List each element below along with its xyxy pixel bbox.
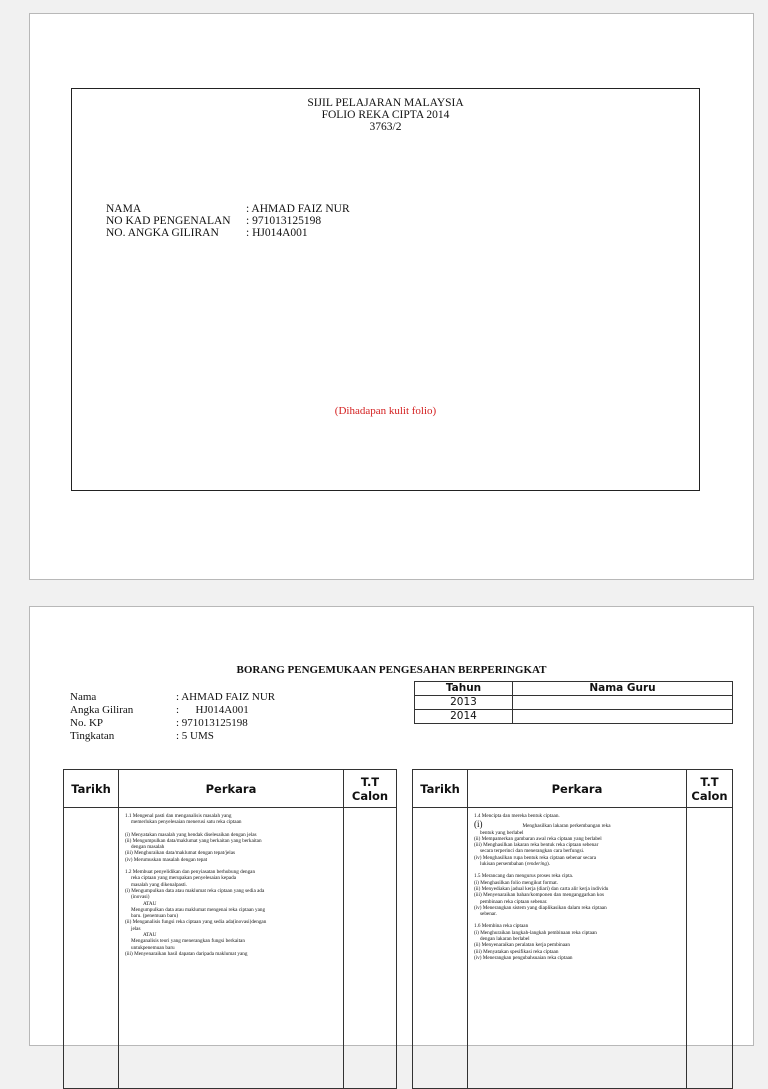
form-title: BORANG PENGEMUKAAN PENGESAHAN BERPERINGKAT — [236, 664, 547, 676]
list-item: memerlukan penyelesaian menerusi satu reka ciptaan — [131, 819, 242, 826]
student-row — [70, 691, 275, 704]
info-label: NO KAD PENGENALAN — [106, 215, 231, 227]
signature-cell[interactable] — [344, 808, 397, 1089]
list-item: (i) Menghasilkan folio mengikut format. — [474, 879, 558, 886]
form-student-info — [70, 691, 275, 743]
teacher-table-header — [415, 682, 733, 696]
table-row — [415, 710, 733, 724]
item-list — [119, 808, 343, 957]
list-item: ATAU — [143, 900, 157, 907]
list-item: untukpenemuan baru — [131, 944, 175, 951]
table-row — [64, 808, 397, 1089]
date-cell[interactable] — [64, 808, 119, 1089]
list-item: (ii) Menyediakan jadual kerja (diari) dan carta alir kerja individu — [474, 885, 609, 892]
info-label: NAMA — [106, 203, 142, 215]
header-signature-line: Calon — [351, 788, 389, 803]
list-item: (ii) Mempamerkan gambaran awal reka ciptaan yang berlabel — [474, 835, 602, 842]
list-item: (iii) Menyatakan spesifikasi reka ciptaan — [474, 948, 559, 955]
list-item: (ii) Mengumpulkan data/maklumat yang berkaitan yang berkaitan — [125, 837, 262, 844]
student-row — [70, 704, 275, 717]
list-item: Mengumpulkan data atau maklumat mengenai reka ciptaan yang — [131, 906, 266, 913]
list-item: reka ciptaan yang merupakan penyelesaian kepada — [131, 875, 236, 882]
list-item: 1.2 Membuat penyelidikan dan penyiasatan berhubung dengan — [125, 869, 256, 876]
progress-header-row — [64, 770, 397, 808]
list-item: (iv) Merumuskan masalah dengan tepat — [125, 856, 208, 863]
cover-title-line: SIJIL PELAJARAN MALAYSIA — [307, 97, 464, 109]
info-label: NO. ANGKA GILIRAN — [106, 227, 219, 239]
list-item: 1.5 Merancang dan mengurus proses reka cipta. — [474, 873, 574, 880]
header-signature — [687, 770, 733, 808]
student-row — [70, 717, 275, 730]
list-item: dengan lakaran berlabel — [480, 936, 530, 943]
list-item-row — [474, 861, 682, 867]
info-value: : AHMAD FAIZ NUR — [246, 203, 350, 215]
info-value: : HJ014A001 — [246, 227, 308, 239]
list-item: baru. (penemuan baru) — [131, 913, 179, 920]
student-label: Tingkatan — [70, 730, 115, 742]
teacher-table — [414, 681, 733, 724]
cover-title-line: FOLIO REKA CIPTA 2014 — [321, 109, 450, 121]
list-item: masalah yang dikenalpasti. — [131, 881, 188, 888]
cover-title — [72, 97, 699, 133]
student-value: : 5 UMS — [176, 730, 214, 742]
list-item: 1.6 Membina reka ciptaan — [474, 923, 529, 930]
list-item: bentuk yang berlabel — [480, 829, 524, 836]
info-value: : 971013125198 — [246, 215, 322, 227]
student-value: : HJ014A001 — [176, 704, 249, 716]
progress-table-right — [412, 769, 733, 1089]
header-signature — [344, 770, 397, 808]
info-row-ic — [106, 215, 350, 227]
list-item: 1.4 Mencipta dan mereka bentuk ciptaan. — [474, 813, 560, 819]
list-item: ). — [546, 861, 550, 868]
signature-cell[interactable] — [687, 808, 733, 1089]
list-item: (ii) Menyenaraikan peralatan kerja pembinaan — [474, 942, 570, 949]
item-cell — [119, 808, 344, 1089]
list-item: secara terperinci dan menerangkan cara berfungsi. — [480, 848, 585, 855]
date-cell[interactable] — [413, 808, 468, 1089]
header-date: Tarikh — [64, 770, 119, 808]
year-cell: 2014 — [415, 710, 513, 724]
cover-note: (Dihadapan kulit folio) — [334, 405, 437, 417]
list-item: (ii) Menganalisis fungsi reka ciptaan yang sedia ada(inovasi)dengan — [125, 919, 267, 926]
list-item: (i) Menghuraikan langkah-langkah pembinaan reka ciptaan — [474, 929, 597, 936]
list-item: jelas — [131, 925, 141, 932]
cover-page — [29, 13, 754, 580]
cover-student-info — [106, 203, 350, 239]
list-item: 1.1 Mengenal pasti dan menganalisis masalah yang — [125, 813, 232, 819]
progress-header-row — [413, 770, 733, 808]
year-cell: 2013 — [415, 696, 513, 710]
student-label: No. KP — [70, 717, 104, 729]
list-item: (iv) Menerangkan pengubahsuaian reka ciptaan — [474, 954, 573, 961]
list-item: sebenar. — [480, 911, 497, 918]
student-value: : 971013125198 — [176, 717, 248, 729]
list-item: (i) — [474, 819, 483, 830]
list-item: (iii) Menghuraikan data/maklumat dengan tepat/jelas — [125, 850, 236, 857]
list-item: (iv) Menerangkan sistem yang diaplikasikan dalam reka ciptaan — [474, 904, 607, 911]
header-item: Perkara — [119, 770, 344, 808]
form-page — [29, 606, 754, 1046]
list-item: (iv) Menghasilkan rupa bentuk reka ciptaan sebenar secara — [474, 854, 596, 861]
header-signature-line: T.T — [700, 774, 719, 789]
cover-frame — [71, 88, 700, 491]
table-row — [413, 808, 733, 1089]
teacher-cell[interactable] — [513, 696, 733, 710]
list-item: Menghasilkan lakaran perkembangan reka — [522, 823, 611, 830]
header-teacher: Nama Guru — [513, 682, 733, 696]
header-date: Tarikh — [413, 770, 468, 808]
list-item: (iii) Menghasilkan lakaran reka bentuk reka ciptaan sebenar — [474, 842, 599, 849]
cover-title-line: 3763/2 — [369, 121, 402, 133]
header-signature-line: Calon — [691, 788, 728, 803]
list-item: Menganalisis teori yang menerangkan fungsi berkaitan — [131, 938, 245, 945]
teacher-cell[interactable] — [513, 710, 733, 724]
list-item: (iii) Menyenaraikan bahan/komponen dan menganggarkan kos — [474, 892, 605, 899]
list-item: dengan masalah — [131, 844, 165, 851]
list-item: pembinaan reka ciptaan sebenar. — [480, 898, 548, 905]
list-item: (i) Mengumpulkan data atau maklumat reka ciptaan yang sedia ada — [125, 887, 265, 894]
list-item: lukisan persembahan ( — [480, 861, 527, 868]
header-signature-line: T.T — [360, 774, 380, 789]
header-year: Tahun — [415, 682, 513, 696]
progress-table-left — [63, 769, 397, 1089]
student-value: : AHMAD FAIZ NUR — [176, 691, 276, 703]
info-row-index — [106, 227, 350, 239]
list-item-italic: rendering — [526, 861, 547, 868]
item-list — [468, 808, 686, 961]
header-item: Perkara — [468, 770, 687, 808]
info-row-name — [106, 203, 350, 215]
list-item: (inovasi) — [131, 894, 150, 901]
student-label: Angka Giliran — [70, 704, 134, 716]
list-item: (i) Menyatakan masalah yang hendak diselesaikan dengan jelas — [125, 831, 257, 838]
student-label: Nama — [70, 691, 97, 703]
item-cell — [468, 808, 687, 1089]
list-item: ATAU — [143, 932, 157, 939]
list-item: (iii) Menyenaraikan hasil dapatan daripada maklumat yang — [125, 950, 248, 957]
table-row — [415, 696, 733, 710]
student-row — [70, 730, 275, 743]
list-item-row — [474, 819, 682, 829]
